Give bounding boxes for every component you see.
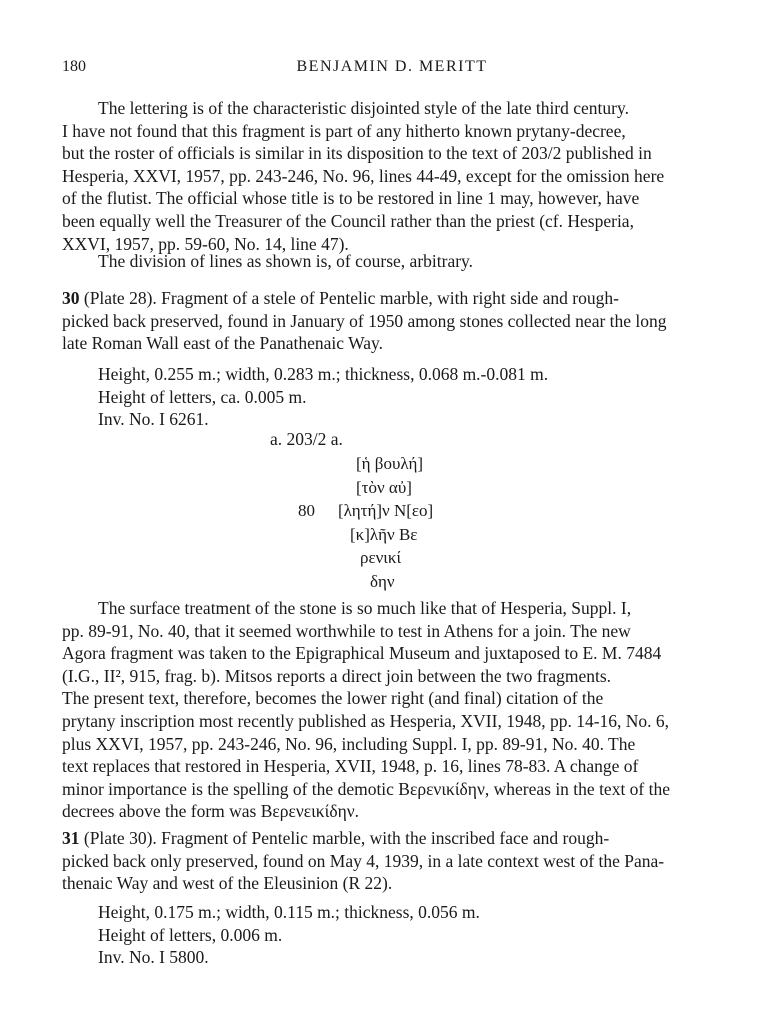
entry-30-first-line <box>62 287 722 310</box>
greek-inscription <box>288 452 528 594</box>
greek-text: [τὸν αὐ] <box>356 477 412 497</box>
entry-number: 30 <box>62 288 80 308</box>
entry-30 <box>62 287 722 355</box>
text-line: thenaic Way and west of the Eleusinion (R 22). <box>62 873 393 894</box>
text-line: pp. 89-91, No. 40, that it seemed worthwhile to test in Athens for a join. The new <box>62 620 631 641</box>
inscription-line <box>288 499 528 523</box>
inscription-line <box>288 476 528 500</box>
text-line: picked back preserved, found in January of 1950 among stones collected near the long <box>62 310 667 331</box>
text-line: (I.G., II², 915, frag. b). Mitsos reports a direct join between the two fragments. <box>62 665 612 686</box>
text-line: been equally well the Treasurer of the Council rather than the priest (cf. Hesperia, <box>62 210 634 231</box>
running-head: BENJAMIN D. MERITT <box>296 58 488 75</box>
text-line: XXVI, 1957, pp. 59-60, No. 14, line 47). <box>62 233 349 254</box>
text-line: The present text, therefore, becomes the lower right (and final) citation of the <box>62 688 604 709</box>
spec-line: Height of letters, ca. 0.005 m. <box>98 386 307 407</box>
text-line: late Roman Wall east of the Panathenaic Way. <box>62 333 383 354</box>
paragraph-division: The division of lines as shown is, of course, arbitrary. <box>98 251 474 271</box>
greek-text: [κ]λῆν Βε <box>350 524 418 544</box>
spec-line: Height, 0.255 m.; width, 0.283 m.; thickness, 0.068 m.-0.081 m. <box>98 364 549 384</box>
greek-text: δην <box>370 571 395 591</box>
entry-number: 31 <box>62 828 80 848</box>
text-line: The lettering is of the characteristic disjointed style of the late third century. <box>98 98 629 118</box>
paragraph-surface-treatment <box>62 597 722 823</box>
text-line: decrees above the form was Βερενεικίδην. <box>62 801 360 822</box>
text-line: prytany inscription most recently published as Hesperia, XVII, 1948, pp. 14-16, No. 6, <box>62 710 670 731</box>
spec-line: Inv. No. I 6261. <box>98 409 209 430</box>
page-header <box>62 58 722 82</box>
text-line: but the roster of officials is similar in its disposition to the text of 203/2 published in <box>62 143 652 164</box>
paragraph-lettering <box>62 97 722 255</box>
entry-30-specs <box>98 363 718 431</box>
text-line: Hesperia, XXVI, 1957, pp. 243-246, No. 96, lines 44-49, except for the omission here <box>62 165 665 186</box>
greek-text: [λητή]ν N[εο] <box>338 501 434 521</box>
text-line: Agora fragment was taken to the Epigraphical Museum and juxtaposed to E. M. 7484 <box>62 643 662 664</box>
inscription-date: a. 203/2 a. <box>270 429 343 449</box>
entry-31 <box>62 827 722 895</box>
greek-text: [ἡ βουλή] <box>356 454 424 473</box>
text-line: picked back only preserved, found on May 4, 1939, in a late context west of the Pana- <box>62 850 665 871</box>
text-line: minor importance is the spelling of the demotic Βερενικίδην, whereas in the text of the <box>62 778 671 799</box>
text-line: The surface treatment of the stone is so much like that of Hesperia, Suppl. I, <box>98 598 632 618</box>
inscription-line <box>288 523 528 547</box>
text-line: text replaces that restored in Hesperia, XVII, 1948, p. 16, lines 78-83. A change of <box>62 756 639 777</box>
entry-31-specs <box>98 901 718 969</box>
spec-line: Height of letters, 0.006 m. <box>98 924 283 945</box>
spec-line: Inv. No. I 5800. <box>98 947 209 968</box>
inscription-line <box>288 570 528 594</box>
text-line: (Plate 28). Fragment of a stele of Pentelic marble, with right side and rough- <box>83 288 619 308</box>
text-line: plus XXVI, 1957, pp. 243-246, No. 96, including Suppl. I, pp. 89-91, No. 40. The <box>62 733 636 754</box>
inscription-line <box>288 546 528 570</box>
entry-31-first-line <box>62 827 722 850</box>
spec-line: Height, 0.175 m.; width, 0.115 m.; thickness, 0.056 m. <box>98 902 480 922</box>
page-number: 180 <box>62 58 86 75</box>
text-line: of the flutist. The official whose title is to be restored in line 1 may, however, have <box>62 188 640 209</box>
greek-text: ρενικί <box>360 548 402 568</box>
text-line: I have not found that this fragment is part of any hitherto known prytany-decree, <box>62 120 626 141</box>
line-number: 80 <box>298 501 315 521</box>
text-line: (Plate 30). Fragment of Pentelic marble, with the inscribed face and rough- <box>83 828 610 848</box>
inscription-line <box>288 452 528 476</box>
